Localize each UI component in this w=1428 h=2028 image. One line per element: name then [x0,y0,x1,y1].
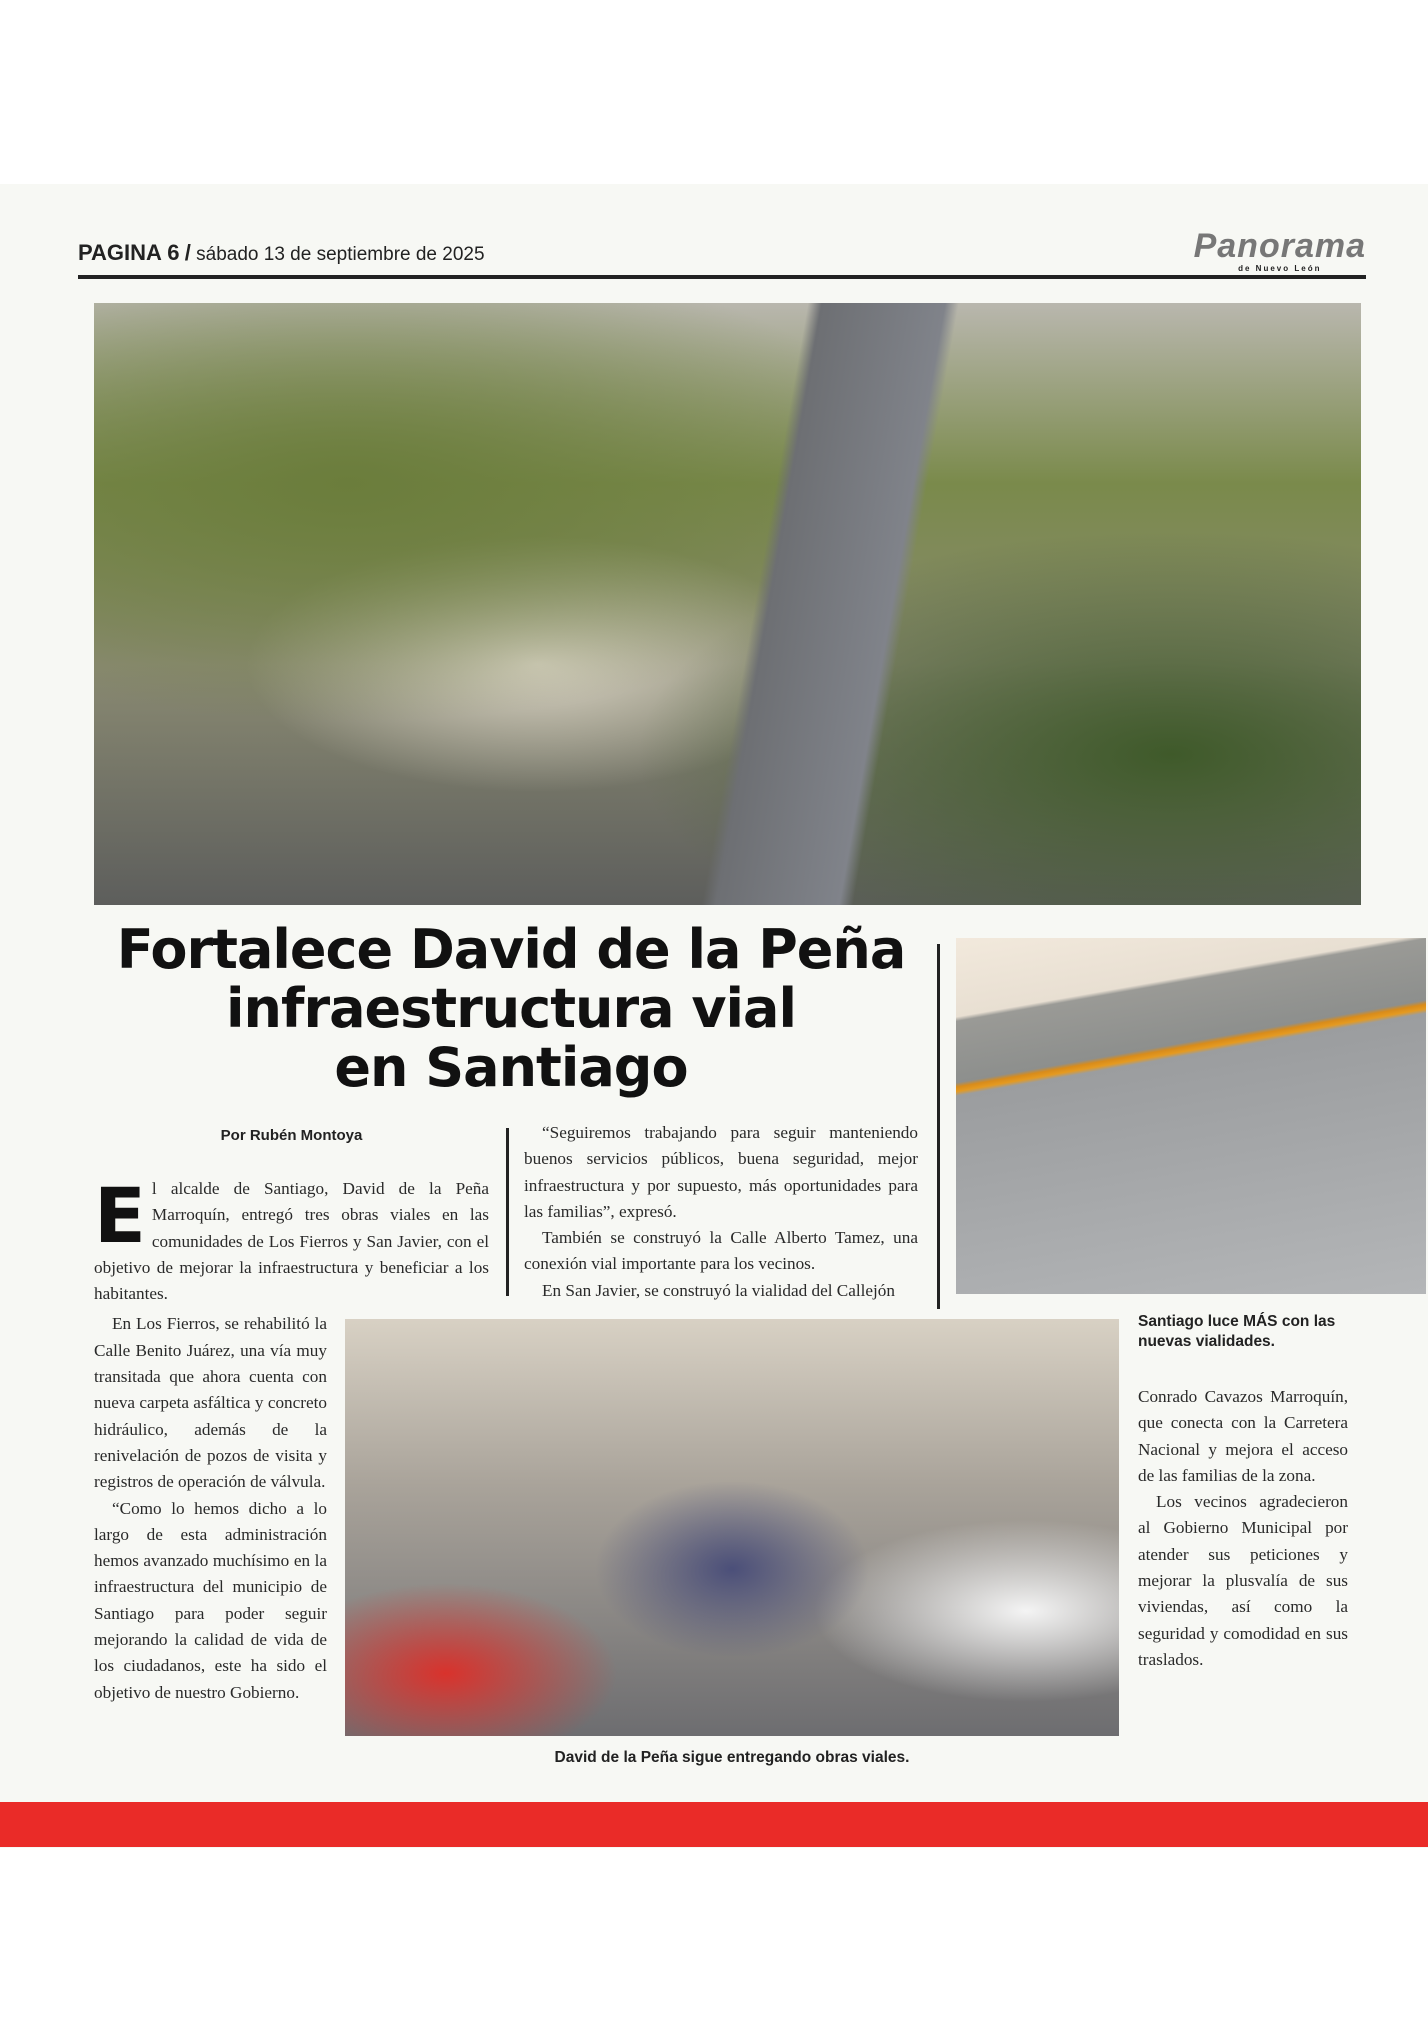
aerial-street-photo [94,303,1361,905]
article-intro [94,1176,489,1307]
paragraph: “Seguiremos trabajando para seguir manteniendo buenos servicios públicos, buena seguridad, mejor infraestructura y por supuesto, más oportunidades para las familias”, expresó. [524,1123,918,1221]
headline-line: en Santiago [334,1036,688,1099]
paragraph: l alcalde de Santiago, David de la Peña Marroquín, entregó tres obras viales en las comunidades de Los Fierros y San Javier, con el objetivo de mejorar la infraestructura y beneficiar a los habitantes. [94,1179,489,1304]
paragraph: También se construyó la Calle Alberto Tamez, una conexión vial importante para los vecinos. [524,1228,918,1274]
headline-line: infraestructura vial [226,977,796,1040]
page-header [78,240,485,266]
footer-red-band [0,1802,1428,1847]
issue-date: sábado 13 de septiembre de 2025 [196,244,485,265]
paragraph: “Como lo hemos dicho a lo largo de esta administración hemos avanzado muchísimo en la infraestructura del municipio de Santiago para poder seguir mejorando la calidad de vida de los ciudadanos, este ha sido el objetivo de nuestro Gobierno. [94,1498,327,1702]
article-narrow-column [94,1311,327,1705]
photo-caption: Santiago luce MÁS con las nuevas vialidades. [1138,1313,1336,1350]
column-divider [937,944,940,1309]
logo-text: Panorama [1193,227,1366,265]
byline: Por Rubén Montoya [220,1127,363,1144]
logo-subtitle: de Nuevo León [1238,264,1322,273]
paragraph: Conrado Cavazos Marroquín, que conecta con la Carretera Nacional y mejora el acceso de las familias de la zona. [1138,1387,1348,1485]
photo-caption: David de la Peña sigue entregando obras viales. [554,1749,910,1766]
officials-group-photo [345,1319,1119,1736]
article-right-column [1138,1384,1348,1673]
paragraph: Los vecinos agradecieron al Gobierno Municipal por atender sus peticiones y mejorar la plusvalía de sus viviendas, así como la seguridad y comodidad en sus traslados. [1138,1492,1348,1669]
new-road-photo [956,938,1426,1294]
right-article-flow [1138,1312,1348,1673]
page-number: PAGINA 6 [78,240,180,265]
column-divider [506,1128,509,1296]
header-separator: / [184,240,191,265]
paragraph: En Los Fierros, se rehabilitó la Calle Benito Juárez, una vía muy transitada que ahora cuenta con nueva carpeta asfáltica y concreto hidráulico, además de la renivelación de pozos de visita y registros de operación de válvula. [94,1314,327,1492]
headline [94,920,928,1097]
paragraph: En San Javier, se construyó la vialidad del Callejón [542,1280,895,1300]
article-column-2 [524,1120,918,1304]
headline-line: Fortalece David de la Peña [116,918,906,981]
newspaper-logo [1194,228,1366,274]
header-rule [78,275,1366,279]
drop-cap: E [94,1176,146,1260]
